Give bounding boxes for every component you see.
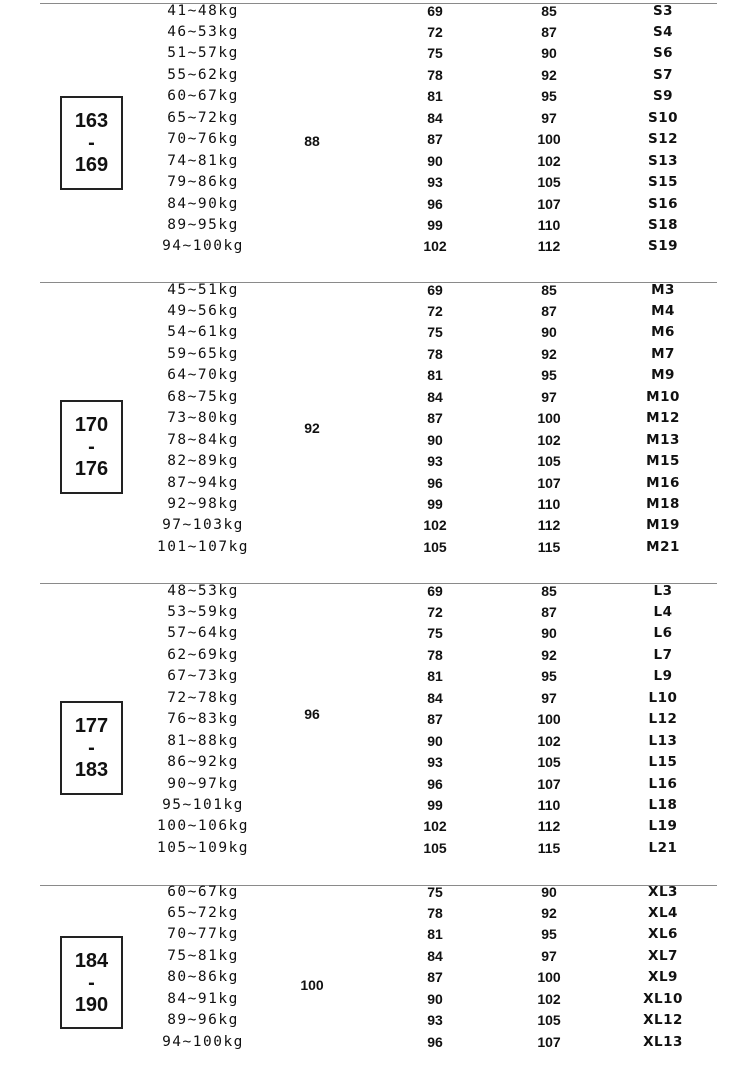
- measurement-b: 112: [537, 238, 561, 255]
- weight-range: 80~86kg: [167, 969, 239, 986]
- weight-range: 94~100kg: [162, 1033, 244, 1050]
- measurement-b: 107: [537, 1033, 561, 1050]
- size-code: S6: [652, 45, 674, 62]
- weight-range: 67~73kg: [167, 668, 239, 685]
- measurement-a: 69: [427, 281, 443, 298]
- measurement-b: 115: [537, 538, 561, 555]
- weight-range: 59~65kg: [167, 345, 239, 362]
- weight-range: 81~88kg: [167, 732, 239, 749]
- size-code: L18: [648, 797, 678, 813]
- weight-range: 70~77kg: [167, 926, 239, 943]
- measurement-a: 99: [427, 797, 443, 813]
- weight-range: 65~72kg: [167, 904, 239, 921]
- measurement-a: 81: [427, 668, 443, 685]
- size-code: M16: [646, 474, 680, 491]
- size-code: S15: [647, 174, 679, 191]
- measurement-b: 92: [541, 904, 557, 921]
- waist-value: 100: [300, 977, 324, 993]
- weight-range: 76~83kg: [167, 711, 239, 728]
- measurement-b: 97: [541, 109, 557, 126]
- size-code: XL13: [643, 1033, 683, 1050]
- size-code: S9: [652, 88, 674, 105]
- waist-value: 96: [304, 706, 320, 722]
- measurement-a: 84: [427, 947, 443, 964]
- measurement-a: 90: [427, 732, 443, 749]
- measurement-b: 92: [541, 66, 557, 83]
- measurement-a: 75: [427, 324, 443, 341]
- measurement-b: 110: [537, 496, 561, 512]
- measurement-a: 90: [427, 431, 443, 448]
- measurement-a: 84: [427, 388, 443, 405]
- size-code: S18: [647, 217, 679, 233]
- measurement-b: 100: [537, 410, 561, 427]
- measurement-b: 102: [537, 732, 561, 749]
- size-code: M9: [651, 367, 675, 384]
- size-code: XL10: [643, 990, 683, 1007]
- measurement-b: 95: [541, 367, 557, 384]
- measurement-b: 90: [541, 45, 557, 62]
- size-code: S12: [647, 131, 679, 148]
- measurement-b: 105: [537, 1012, 561, 1029]
- weight-range: 51~57kg: [167, 45, 239, 62]
- measurement-a: 87: [427, 969, 443, 986]
- size-code: M12: [646, 410, 680, 427]
- height-from: 170: [74, 414, 109, 436]
- weight-range: 65~72kg: [167, 109, 239, 126]
- weight-range: 87~94kg: [167, 474, 239, 491]
- measurement-a: 90: [427, 152, 443, 169]
- measurement-b: 85: [541, 582, 557, 599]
- size-code: M18: [646, 496, 680, 512]
- group-divider: [40, 3, 717, 4]
- height-range-box: [60, 701, 123, 795]
- weight-range: 60~67kg: [167, 88, 239, 105]
- measurement-b: 100: [537, 711, 561, 728]
- height-from: 177: [74, 715, 109, 737]
- size-code: S3: [652, 2, 674, 19]
- measurement-b: 107: [537, 195, 561, 212]
- measurement-a: 75: [427, 625, 443, 642]
- weight-range: 57~64kg: [167, 625, 239, 642]
- weight-range: 45~51kg: [167, 281, 239, 298]
- measurement-a: 75: [427, 45, 443, 62]
- measurement-a: 96: [427, 474, 443, 491]
- measurement-a: 75: [427, 883, 443, 900]
- size-code: M21: [646, 538, 680, 555]
- size-code: M6: [651, 324, 675, 341]
- weight-range: 46~53kg: [167, 23, 239, 40]
- height-range-box: [60, 400, 123, 494]
- measurement-b: 112: [537, 517, 561, 534]
- measurement-a: 72: [427, 302, 443, 319]
- weight-range: 54~61kg: [167, 324, 239, 341]
- weight-range: 95~101kg: [162, 797, 244, 813]
- weight-range: 86~92kg: [167, 754, 239, 771]
- weight-range: 64~70kg: [167, 367, 239, 384]
- size-code: M7: [651, 345, 675, 362]
- height-from: 184: [74, 949, 109, 972]
- measurement-a: 78: [427, 904, 443, 921]
- weight-range: 41~48kg: [167, 2, 239, 19]
- measurement-a: 99: [427, 217, 443, 233]
- size-code: L9: [653, 668, 673, 685]
- size-code: XL7: [648, 947, 678, 964]
- waist-value: 92: [304, 420, 320, 436]
- height-range-separator: -: [88, 971, 95, 994]
- measurement-b: 112: [537, 818, 561, 835]
- measurement-a: 87: [427, 410, 443, 427]
- weight-range: 84~91kg: [167, 990, 239, 1007]
- weight-range: 72~78kg: [167, 689, 239, 706]
- size-code: S10: [647, 109, 679, 126]
- measurement-a: 105: [423, 538, 447, 555]
- measurement-a: 93: [427, 174, 443, 191]
- size-code: M19: [646, 517, 680, 534]
- measurement-a: 87: [427, 131, 443, 148]
- measurement-a: 84: [427, 689, 443, 706]
- measurement-a: 99: [427, 496, 443, 512]
- weight-range: 49~56kg: [167, 302, 239, 319]
- height-range-box: [60, 96, 123, 190]
- size-code: S7: [652, 66, 674, 83]
- weight-range: 62~69kg: [167, 646, 239, 663]
- measurement-b: 105: [537, 453, 561, 470]
- weight-range: 84~90kg: [167, 195, 239, 212]
- measurement-b: 105: [537, 754, 561, 771]
- measurement-a: 72: [427, 603, 443, 620]
- size-code: S16: [647, 195, 679, 212]
- size-code: L19: [648, 818, 678, 835]
- weight-range: 60~67kg: [167, 883, 239, 900]
- size-code: XL6: [648, 926, 678, 943]
- measurement-b: 95: [541, 88, 557, 105]
- weight-range: 94~100kg: [162, 238, 244, 255]
- size-code: L7: [653, 646, 673, 663]
- measurement-b: 110: [537, 217, 561, 233]
- measurement-b: 92: [541, 345, 557, 362]
- measurement-b: 107: [537, 775, 561, 792]
- size-code: L6: [653, 625, 673, 642]
- measurement-b: 87: [541, 603, 557, 620]
- measurement-a: 72: [427, 23, 443, 40]
- height-range-separator: -: [88, 436, 95, 458]
- height-from: 163: [74, 110, 109, 132]
- size-code: M3: [651, 281, 675, 298]
- measurement-b: 97: [541, 689, 557, 706]
- size-code: M15: [646, 453, 680, 470]
- measurement-a: 90: [427, 990, 443, 1007]
- group-divider: [40, 282, 717, 283]
- weight-range: 78~84kg: [167, 431, 239, 448]
- height-to: 169: [74, 154, 109, 176]
- measurement-a: 102: [423, 238, 447, 255]
- weight-range: 89~96kg: [167, 1012, 239, 1029]
- weight-range: 53~59kg: [167, 603, 239, 620]
- size-code: L10: [648, 689, 678, 706]
- size-code: XL12: [643, 1012, 683, 1029]
- measurement-b: 87: [541, 23, 557, 40]
- measurement-a: 81: [427, 367, 443, 384]
- weight-range: 101~107kg: [156, 538, 250, 555]
- measurement-a: 78: [427, 646, 443, 663]
- size-code: L13: [648, 732, 678, 749]
- measurement-a: 93: [427, 453, 443, 470]
- waist-value: 88: [304, 133, 320, 149]
- height-to: 190: [74, 993, 109, 1016]
- weight-range: 105~109kg: [156, 839, 250, 856]
- weight-range: 92~98kg: [167, 496, 239, 512]
- measurement-b: 115: [537, 839, 561, 856]
- weight-range: 90~97kg: [167, 775, 239, 792]
- measurement-b: 85: [541, 2, 557, 19]
- weight-range: 68~75kg: [167, 388, 239, 405]
- size-code: L3: [653, 582, 673, 599]
- measurement-a: 81: [427, 88, 443, 105]
- size-code: S13: [647, 152, 679, 169]
- measurement-a: 105: [423, 839, 447, 856]
- measurement-b: 107: [537, 474, 561, 491]
- measurement-a: 93: [427, 1012, 443, 1029]
- weight-range: 70~76kg: [167, 131, 239, 148]
- measurement-b: 102: [537, 431, 561, 448]
- measurement-a: 78: [427, 66, 443, 83]
- measurement-b: 105: [537, 174, 561, 191]
- measurement-a: 69: [427, 2, 443, 19]
- height-to: 176: [74, 458, 109, 480]
- size-code: M4: [651, 302, 675, 319]
- size-code: M10: [646, 388, 680, 405]
- size-code: XL4: [648, 904, 678, 921]
- measurement-b: 90: [541, 324, 557, 341]
- measurement-a: 96: [427, 195, 443, 212]
- size-code: XL9: [648, 969, 678, 986]
- measurement-a: 102: [423, 818, 447, 835]
- measurement-b: 100: [537, 131, 561, 148]
- size-code: M13: [646, 431, 680, 448]
- height-range-separator: -: [88, 737, 95, 759]
- weight-range: 100~106kg: [156, 818, 250, 835]
- measurement-b: 87: [541, 302, 557, 319]
- size-code: L16: [648, 775, 678, 792]
- measurement-a: 93: [427, 754, 443, 771]
- height-range-separator: -: [88, 132, 95, 154]
- size-code: L12: [648, 711, 678, 728]
- size-code: L21: [648, 839, 678, 856]
- weight-range: 82~89kg: [167, 453, 239, 470]
- size-code: L4: [653, 603, 673, 620]
- weight-range: 74~81kg: [167, 152, 239, 169]
- measurement-b: 92: [541, 646, 557, 663]
- measurement-a: 96: [427, 775, 443, 792]
- measurement-b: 90: [541, 883, 557, 900]
- measurement-b: 97: [541, 947, 557, 964]
- measurement-b: 90: [541, 625, 557, 642]
- measurement-a: 78: [427, 345, 443, 362]
- measurement-a: 69: [427, 582, 443, 599]
- weight-range: 79~86kg: [167, 174, 239, 191]
- size-code: L15: [648, 754, 678, 771]
- weight-range: 73~80kg: [167, 410, 239, 427]
- measurement-b: 102: [537, 990, 561, 1007]
- measurement-b: 85: [541, 281, 557, 298]
- height-range-box: [60, 936, 123, 1029]
- measurement-a: 81: [427, 926, 443, 943]
- measurement-a: 84: [427, 109, 443, 126]
- weight-range: 48~53kg: [167, 582, 239, 599]
- measurement-b: 95: [541, 926, 557, 943]
- size-code: XL3: [648, 883, 678, 900]
- measurement-a: 102: [423, 517, 447, 534]
- weight-range: 89~95kg: [167, 217, 239, 233]
- measurement-b: 102: [537, 152, 561, 169]
- group-divider: [40, 583, 717, 584]
- measurement-b: 110: [537, 797, 561, 813]
- group-divider: [40, 885, 717, 886]
- size-code: S19: [647, 238, 679, 255]
- weight-range: 55~62kg: [167, 66, 239, 83]
- weight-range: 75~81kg: [167, 947, 239, 964]
- size-code: S4: [652, 23, 674, 40]
- measurement-b: 100: [537, 969, 561, 986]
- measurement-a: 87: [427, 711, 443, 728]
- measurement-b: 95: [541, 668, 557, 685]
- measurement-a: 96: [427, 1033, 443, 1050]
- measurement-b: 97: [541, 388, 557, 405]
- weight-range: 97~103kg: [162, 517, 244, 534]
- height-to: 183: [74, 759, 109, 781]
